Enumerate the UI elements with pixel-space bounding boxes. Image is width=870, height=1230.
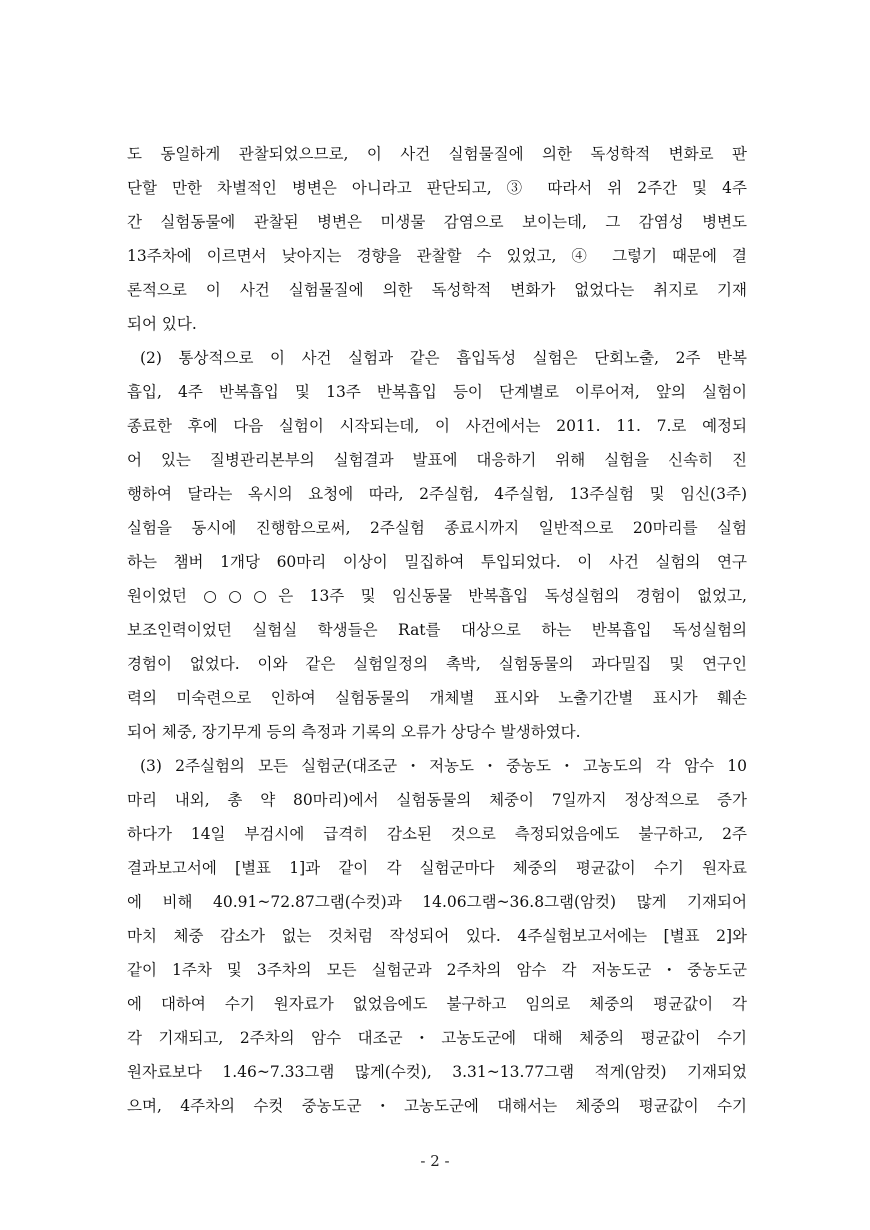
text-line: 같이 1주차 및 3주차의 모든 실험군과 2주차의 암수 각 저농도군・중농도군	[127, 961, 747, 979]
text-line: 에 비해 40.91~72.87그램(수컷)과 14.06그램~36.8그램(암컷) 많게 기재되어	[127, 893, 747, 911]
text-line: 하다가 14일 부검시에 급격히 감소된 것으로 측정되었음에도 불구하고, 2주	[127, 825, 747, 843]
text-line: 원자료보다 1.46~7.33그램 많게(수컷), 3.31~13.77그램 적게(암컷) 기재되었	[127, 1063, 747, 1081]
text-line: 단할 만한 차별적인 병변은 아니라고 판단되고, ③ 따라서 위 2주간 및 4주	[127, 179, 747, 197]
text-line: 력의 미숙련으로 인하여 실험동물의 개체별 표시와 노출기간별 표시가 훼손	[127, 689, 747, 707]
text-line: 되어 체중, 장기무게 등의 측정과 기록의 오류가 상당수 발생하였다.	[127, 723, 581, 741]
text-line: 도 동일하게 관찰되었으므로, 이 사건 실험물질에 의한 독성학적 변화로 판	[127, 145, 747, 163]
text-line: 론적으로 이 사건 실험물질에 의한 독성학적 변화가 없었다는 취지로 기재	[127, 281, 747, 299]
text-line: 원이었던 ○○○은 13주 및 임신동물 반복흡입 독성실험의 경험이 없었고,	[127, 587, 747, 605]
text-line: 마치 체중 감소가 없는 것처럼 작성되어 있다. 4주실험보고서에는 [별표 2]와	[127, 927, 747, 945]
text-line: 에 대하여 수기 원자료가 없었음에도 불구하고 임의로 체중의 평균값이 각	[127, 995, 747, 1013]
text-line: 실험을 동시에 진행함으로써, 2주실험 종료시까지 일반적으로 20마리를 실험	[127, 519, 747, 537]
text-line: 경험이 없었다. 이와 같은 실험일정의 촉박, 실험동물의 과다밀집 및 연구인	[127, 655, 747, 673]
text-line: (2) 통상적으로 이 사건 실험과 같은 흡입독성 실험은 단회노출, 2주 반복	[140, 349, 747, 367]
text-line: 흡입, 4주 반복흡입 및 13주 반복흡입 등이 단계별로 이루어져, 앞의 실험이	[127, 383, 747, 401]
page-number: - 2 -	[420, 1152, 450, 1170]
text-line: 종료한 후에 다음 실험이 시작되는데, 이 사건에서는 2011. 11. 7.로 예정되	[127, 417, 747, 435]
text-line: 되어 있다.	[127, 315, 197, 333]
paragraph-p2	[127, 341, 747, 749]
text-line: 간 실험동물에 관찰된 병변은 미생물 감염으로 보이는데, 그 감염성 병변도	[127, 213, 747, 231]
text-line: (3) 2주실험의 모든 실험군(대조군・저농도・중농도・고농도의 각 암수 10	[140, 757, 747, 775]
text-line: 으며, 4주차의 수컷 중농도군・고농도군에 대해서는 체중의 평균값이 수기	[127, 1097, 747, 1115]
paragraph-p3	[127, 749, 747, 1123]
text-line: 13주차에 이르면서 낮아지는 경향을 관찰할 수 있었고, ④ 그렇기 때문에 결	[127, 247, 747, 265]
text-line: 보조인력이었던 실험실 학생들은 Rat를 대상으로 하는 반복흡입 독성실험의	[127, 621, 747, 639]
text-line: 각 기재되고, 2주차의 암수 대조군・고농도군에 대해 체중의 평균값이 수기	[127, 1029, 747, 1047]
text-line: 하는 챔버 1개당 60마리 이상이 밀집하여 투입되었다. 이 사건 실험의 연구	[127, 553, 747, 571]
text-line: 결과보고서에 [별표 1]과 같이 각 실험군마다 체중의 평균값이 수기 원자료	[127, 859, 747, 877]
paragraph-p1	[127, 137, 747, 341]
text-line: 어 있는 질병관리본부의 실험결과 발표에 대응하기 위해 실험을 신속히 진	[127, 451, 747, 469]
text-line: 행하여 달라는 옥시의 요청에 따라, 2주실험, 4주실험, 13주실험 및 임신(3주)	[127, 485, 747, 503]
text-line: 마리 내외, 총 약 80마리)에서 실험동물의 체중이 7일까지 정상적으로 증가	[127, 791, 747, 809]
document-body	[127, 137, 747, 1123]
